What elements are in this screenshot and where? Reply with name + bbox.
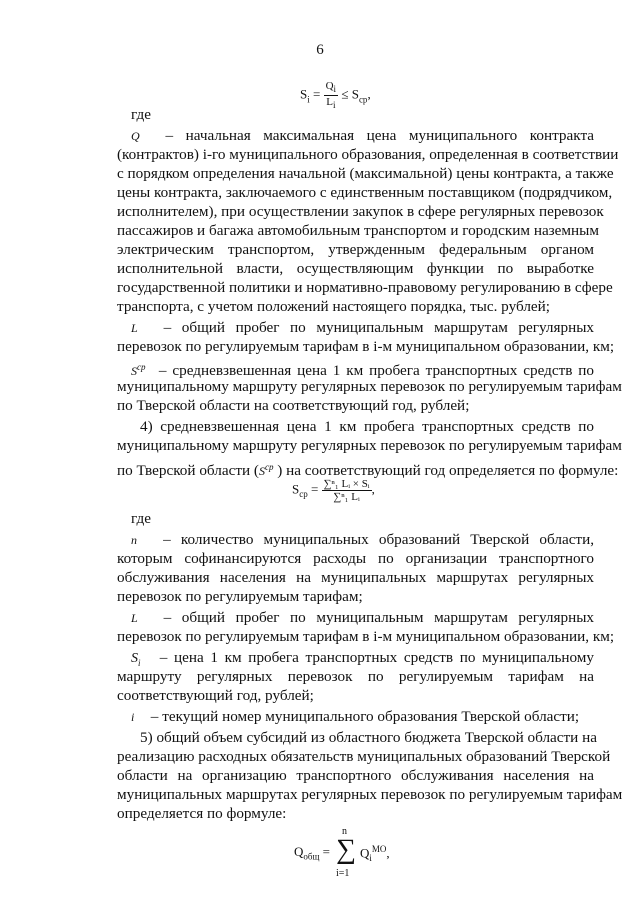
item5-line: реализацию расходных обязательств муниципальных образований Тверской (117, 748, 611, 765)
si-definition-line: соответствующий год, рублей; (117, 687, 314, 704)
item4-line: 4) средневзвешенная цена 1 км пробега транспортных средств по (140, 418, 594, 435)
q-definition-line: цены контракта, заключаемого с единственным поставщиком (подрядчиком, (117, 184, 613, 201)
n-definition-first: n – количество муниципальных образований Тверской области, (131, 531, 594, 548)
q-definition-line: исполнителем), при осуществлении закупок в сфере регулярных перевозок (117, 203, 604, 220)
l-definition-line: перевозок по регулируемым тарифам в i-м муниципальном образовании, км; (117, 628, 615, 645)
q-definition-line: транспорта, с учетом положений настоящего порядка, тыс. рублей; (117, 298, 550, 315)
q-definition-first: Q – начальная максимальная цена муниципального контракта (131, 127, 595, 144)
item5-line: области на организацию транспортного обслуживания населения на (117, 767, 594, 784)
n-definition-line: обслуживания населения на муниципальных маршрутах регулярных (117, 569, 594, 586)
item5-line: муниципальных маршрутах регулярных перевозок по регулируемым тарифам (117, 786, 623, 803)
q-definition-line: государственной политики и нормативно-правовому регулированию в сфере (117, 279, 613, 296)
q-definition-line: (контрактов) i-го муниципального образования, определенная в соответствии (117, 146, 619, 163)
i-definition: i – текущий номер муниципального образования Тверской области; (131, 708, 580, 725)
si-definition-line: маршруту регулярных перевозок по регулируемым тарифам на (117, 668, 594, 685)
formula-scp: $S_{ср}$ = $\frac{\text{∑ⁿ₁ Lᵢ × Sᵢ}}{\text{∑ⁿ₁ Lᵢ}}$ , (292, 478, 375, 503)
scp-definition-line: по Тверской области на соответствующий год, рублей; (117, 397, 470, 414)
formula-qobsh: $Q_{общ}$ = n ∑ i=1 $Q_i^{МО}$, (294, 826, 390, 879)
l-definition-line: перевозок по регулируемым тарифам в i-м муниципальном образовании, км; (117, 338, 615, 355)
item5-line: 5) общий объем субсидий из областного бюджета Тверской области на (140, 729, 597, 746)
where-label: где (131, 510, 151, 527)
q-definition-line: с порядком определения начальной (максимальной) цены контракта, а также (117, 165, 614, 182)
page-number: 6 (316, 42, 324, 58)
scp-definition-line: муниципальному маршруту регулярных перевозок по регулируемым тарифам (117, 378, 622, 395)
where-label: где (131, 106, 151, 123)
formula-si: $S_i$ = $\frac{Q_i}{L_i}$ ≤ $S_{ср}$, (300, 80, 371, 111)
item4-last-line: по Тверской области ($S^{ср}$ ) на соответствующий год определяется по формуле: (117, 462, 619, 479)
scp-definition-first: $S^{ср}$ – средневзвешенная цена 1 км пробега транспортных средств по (131, 362, 594, 379)
item5-line: определяется по формуле: (117, 805, 287, 822)
q-definition-line: пассажиров и багажа автомобильным транспортом и городским наземным (117, 222, 599, 239)
l-definition-first: L – общий пробег по муниципальным маршрутам регулярных (131, 319, 594, 336)
l-definition-first: L – общий пробег по муниципальным маршрутам регулярных (131, 609, 594, 626)
n-definition-line: которым софинансируются расходы по организации транспортного (117, 550, 594, 567)
item4-line: муниципальному маршруту регулярных перевозок по регулируемым тарифам (117, 437, 622, 454)
si-definition-first: $S_i$ – цена 1 км пробега транспортных средств по муниципальному (131, 649, 595, 668)
q-definition-line: исполнительной власти, осуществляющим функции по выработке (117, 260, 594, 277)
q-definition-line: электрическим транспортом, утвержденным федеральным органом (117, 241, 594, 258)
n-definition-line: перевозок по регулируемым тарифам; (117, 588, 363, 605)
